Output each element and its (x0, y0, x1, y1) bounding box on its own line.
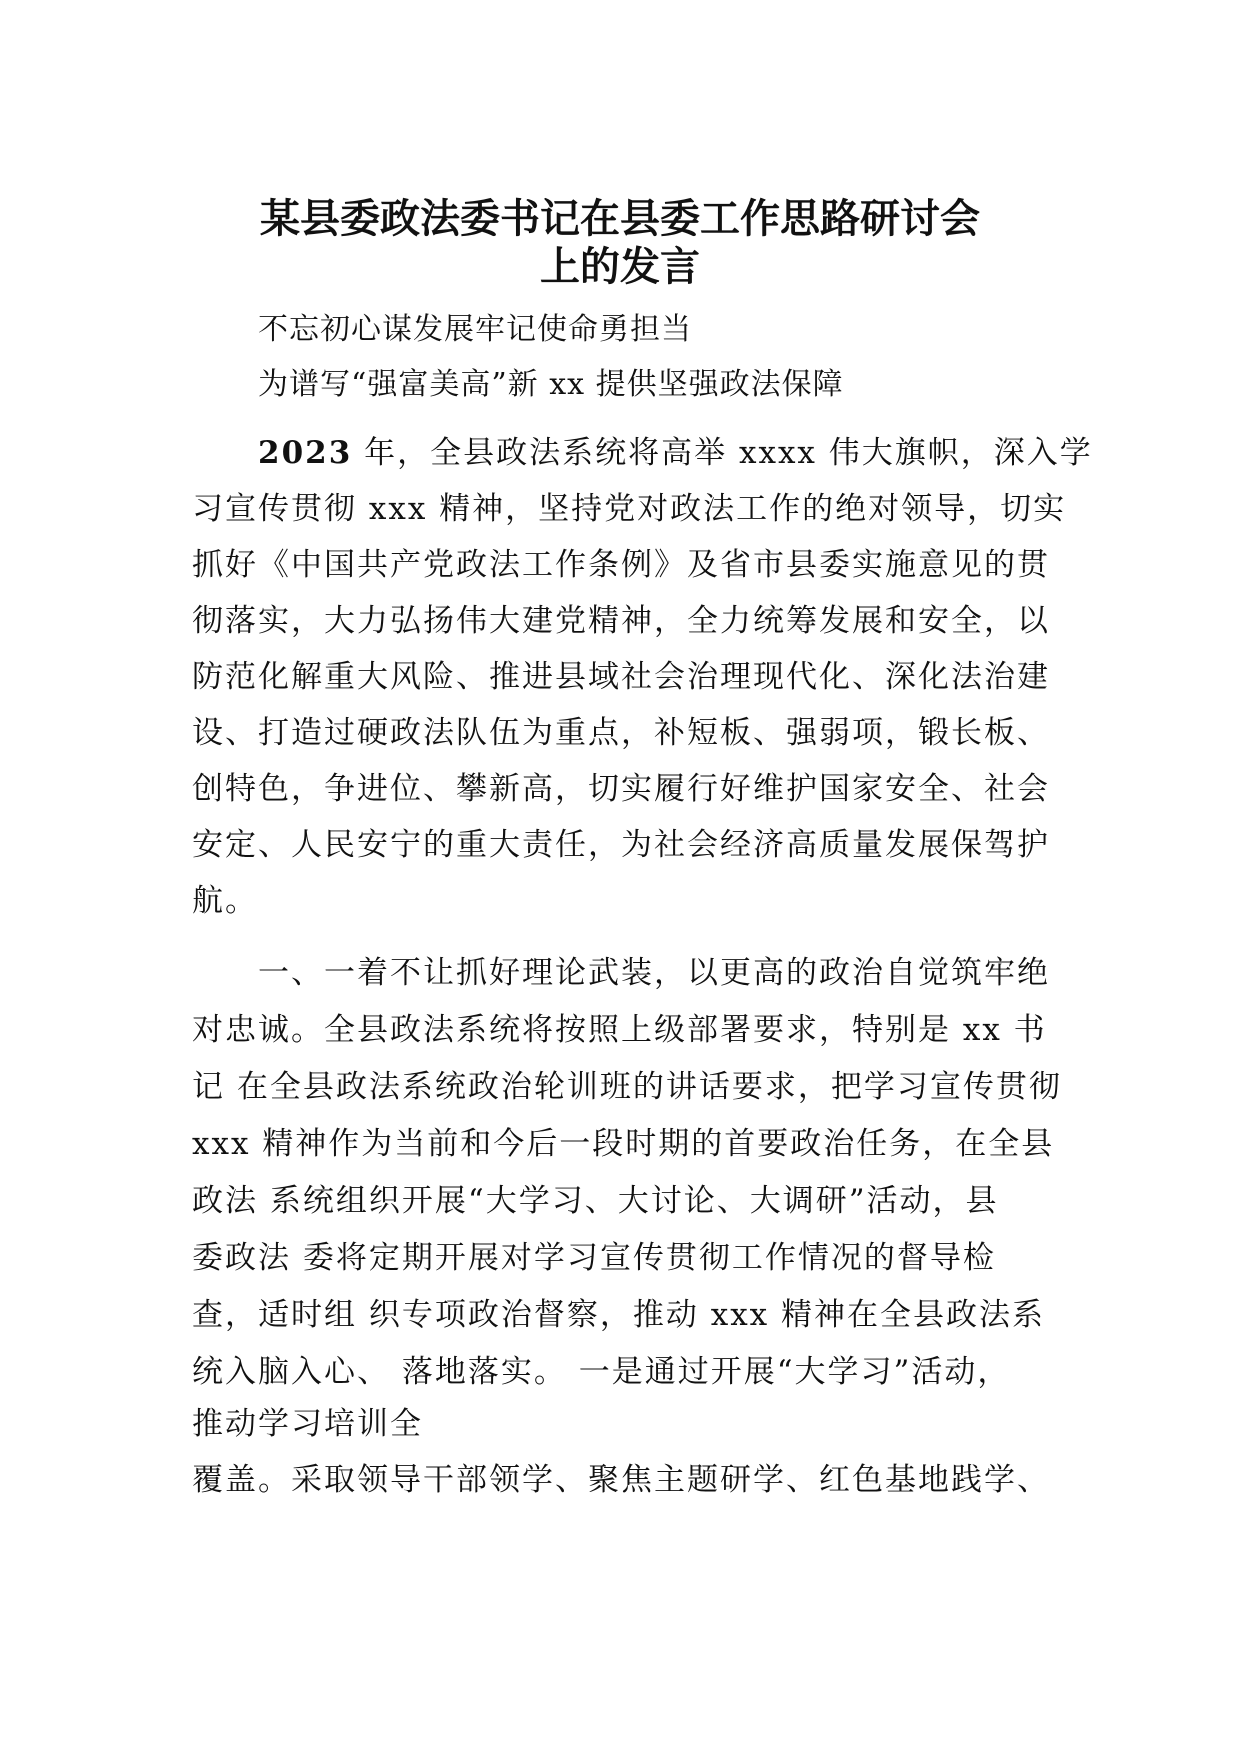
document-title-line-2: 上的发言 (540, 244, 700, 290)
paragraph-2-line-1: 一、一着不让抓好理论武装，以更高的政治自觉筑牢绝 (258, 955, 1050, 991)
paragraph-1-line-1 (258, 433, 1093, 473)
paragraph-1-line-4: 彻落实，大力弘扬伟大建党精神，全力统筹发展和安全，以 (192, 603, 1050, 639)
paragraph-1-line-2: 习宣传贯彻 xxx 精神，坚持党对政法工作的绝对领导，切实 (192, 491, 1067, 527)
paragraph-2-line-4: xxx 精神作为当前和今后一段时期的首要政治任务，在全县 (192, 1126, 1055, 1162)
paragraph-1-line-7: 创特色，争进位、攀新高，切实履行好维护国家安全、社会 (192, 771, 1050, 807)
paragraph-2-line-9: 推动学习培训全 (192, 1406, 423, 1442)
document-title-line-1: 某县委政法委书记在县委工作思路研讨会 (260, 196, 980, 242)
paragraph-2-line-7: 查，适时组 织专项政治督察，推动 xxx 精神在全县政法系 (192, 1297, 1046, 1333)
paragraph-2-line-8: 统入脑入心、 落地落实。 一是通过开展“大学习”活动， (192, 1354, 1011, 1390)
subtitle-line-1: 不忘初心谋发展牢记使命勇担当 (258, 312, 692, 347)
paragraph-2-line-5: 政法 系统组织开展“大学习、大讨论、大调研”活动，县 (192, 1183, 999, 1219)
paragraph-1-line-9: 航。 (192, 883, 258, 919)
paragraph-1-line-6: 设、打造过硬政法队伍为重点，补短板、强弱项，锻长板、 (192, 715, 1050, 751)
paragraph-1-first-text: 年，全县政法系统将高举 xxxx 伟大旗帜，深入学 (352, 435, 1093, 471)
paragraph-1-line-8: 安定、人民安宁的重大责任，为社会经济高质量发展保驾护 (192, 827, 1050, 863)
subtitle-line-2: 为谱写“强富美高”新 xx 提供坚强政法保障 (258, 367, 844, 402)
paragraph-1-line-5: 防范化解重大风险、推进县域社会治理现代化、深化法治建 (192, 659, 1050, 695)
paragraph-2-line-6: 委政法 委将定期开展对学习宣传贯彻工作情况的督导检 (192, 1240, 996, 1276)
paragraph-1-year: 2023 (258, 435, 353, 471)
paragraph-2-line-10: 覆盖。采取领导干部领学、聚焦主题研学、红色基地践学、 (192, 1462, 1050, 1498)
paragraph-1-line-3: 抓好《中国共产党政法工作条例》及省市县委实施意见的贯 (192, 547, 1050, 583)
paragraph-2-line-3: 记 在全县政法系统政治轮训班的讲话要求，把学习宣传贯彻 (192, 1069, 1062, 1105)
paragraph-2-line-2: 对忠诚。全县政法系统将按照上级部署要求，特别是 xx 书 (192, 1012, 1047, 1048)
